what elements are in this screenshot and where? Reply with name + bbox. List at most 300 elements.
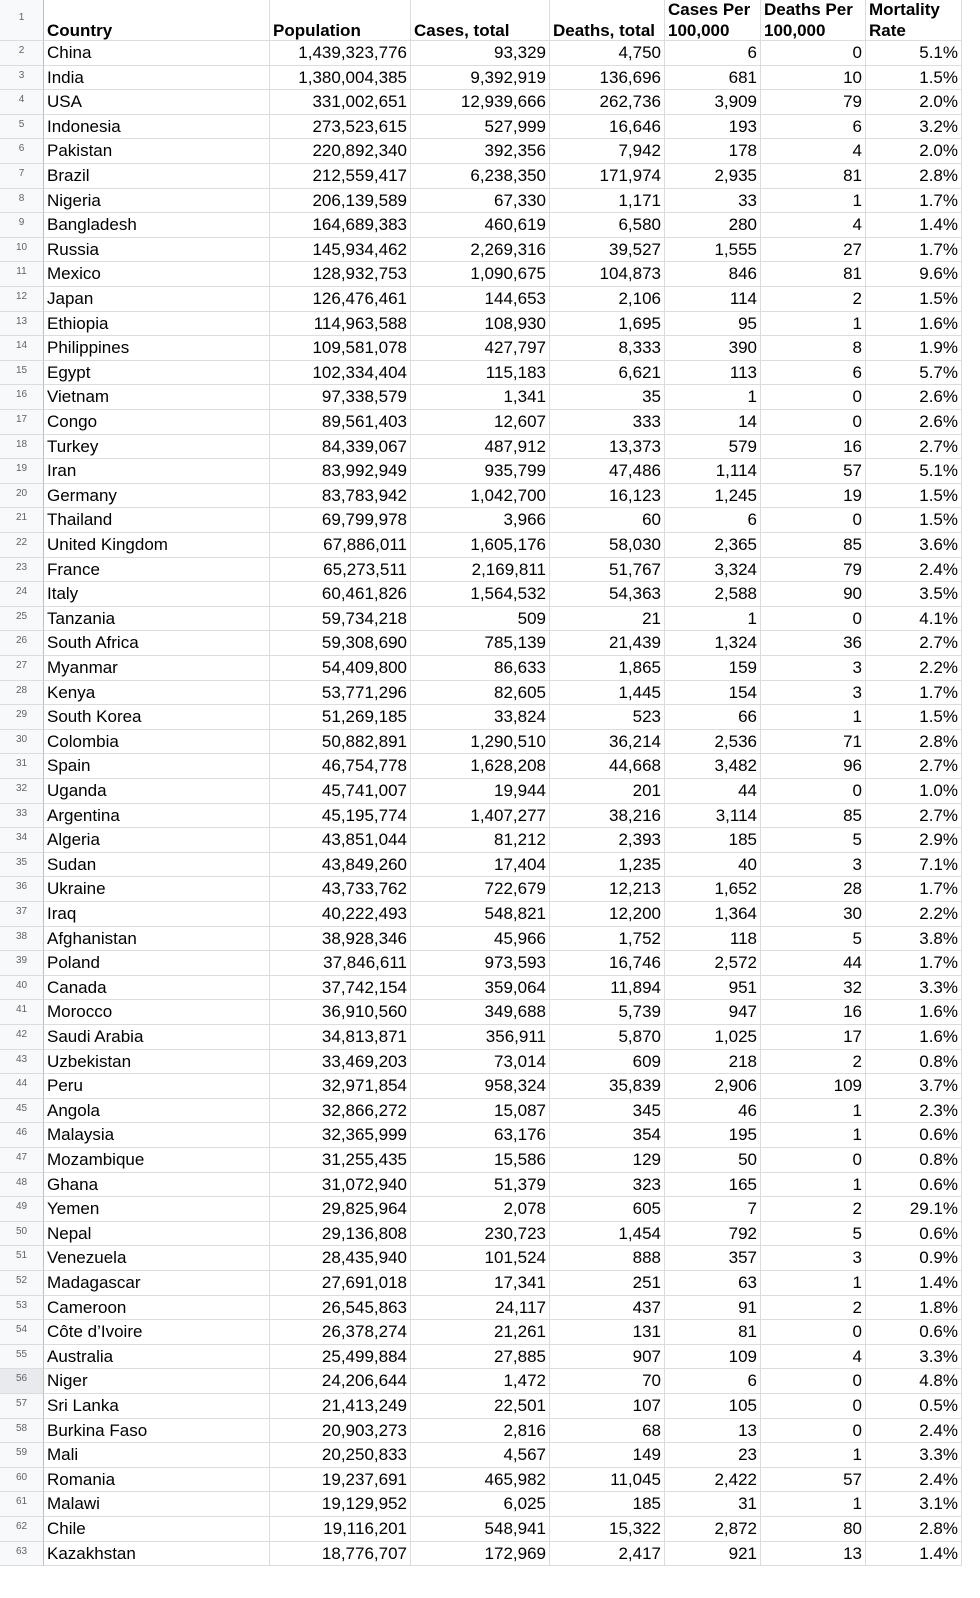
table-cell[interactable]: 958,324 (411, 1074, 550, 1099)
table-cell[interactable]: 2,588 (665, 582, 761, 607)
table-cell[interactable]: 1,564,532 (411, 582, 550, 607)
table-cell[interactable]: 548,821 (411, 902, 550, 927)
table-cell[interactable]: 80 (761, 1517, 866, 1542)
table-cell[interactable]: Algeria (44, 828, 270, 853)
table-cell[interactable]: 145,934,462 (270, 238, 411, 263)
row-number[interactable]: 37 (0, 902, 44, 927)
row-number[interactable]: 41 (0, 1000, 44, 1025)
table-cell[interactable]: 1.5% (866, 508, 962, 533)
table-cell[interactable]: 21 (550, 607, 665, 632)
table-cell[interactable]: 1,090,675 (411, 262, 550, 287)
row-number[interactable]: 3 (0, 66, 44, 91)
table-cell[interactable]: Nepal (44, 1222, 270, 1247)
table-cell[interactable]: Poland (44, 951, 270, 976)
table-cell[interactable]: 81 (761, 164, 866, 189)
table-cell[interactable]: 509 (411, 607, 550, 632)
table-cell[interactable]: 11,045 (550, 1468, 665, 1493)
table-cell[interactable]: Venezuela (44, 1246, 270, 1271)
table-cell[interactable]: 1.4% (866, 213, 962, 238)
table-cell[interactable]: 201 (550, 779, 665, 804)
table-cell[interactable]: Philippines (44, 336, 270, 361)
table-cell[interactable]: 128,932,753 (270, 262, 411, 287)
table-cell[interactable]: 3.3% (866, 1443, 962, 1468)
row-number[interactable]: 13 (0, 312, 44, 337)
table-cell[interactable]: 16,123 (550, 484, 665, 509)
table-cell[interactable]: 104,873 (550, 262, 665, 287)
table-cell[interactable]: 0 (761, 607, 866, 632)
table-cell[interactable]: 1,171 (550, 189, 665, 214)
table-cell[interactable]: 2.8% (866, 1517, 962, 1542)
table-cell[interactable]: 19,129,952 (270, 1492, 411, 1517)
table-cell[interactable]: 5 (761, 927, 866, 952)
table-cell[interactable]: 37,742,154 (270, 976, 411, 1001)
table-cell[interactable]: 84,339,067 (270, 435, 411, 460)
table-cell[interactable]: 26,545,863 (270, 1296, 411, 1321)
table-cell[interactable]: France (44, 558, 270, 583)
table-cell[interactable]: Pakistan (44, 139, 270, 164)
table-cell[interactable]: 12,213 (550, 877, 665, 902)
table-cell[interactable]: 2.8% (866, 730, 962, 755)
table-cell[interactable]: 28 (761, 877, 866, 902)
table-cell[interactable]: 1,472 (411, 1369, 550, 1394)
table-cell[interactable]: 2.7% (866, 754, 962, 779)
table-cell[interactable]: 2.0% (866, 90, 962, 115)
table-cell[interactable]: 3.8% (866, 927, 962, 952)
table-cell[interactable]: 2.7% (866, 631, 962, 656)
table-cell[interactable]: 1 (761, 705, 866, 730)
table-cell[interactable]: 113 (665, 361, 761, 386)
table-cell[interactable]: 114,963,588 (270, 312, 411, 337)
table-cell[interactable]: 605 (550, 1197, 665, 1222)
table-cell[interactable]: 29,825,964 (270, 1197, 411, 1222)
table-cell[interactable]: 68 (550, 1419, 665, 1444)
table-cell[interactable]: 1.5% (866, 66, 962, 91)
row-number[interactable]: 39 (0, 951, 44, 976)
row-number[interactable]: 32 (0, 779, 44, 804)
table-cell[interactable]: 19,237,691 (270, 1468, 411, 1493)
table-cell[interactable]: 1.5% (866, 287, 962, 312)
row-number[interactable]: 22 (0, 533, 44, 558)
table-cell[interactable]: 2,393 (550, 828, 665, 853)
table-cell[interactable]: 1 (761, 1123, 866, 1148)
table-cell[interactable]: 3 (761, 853, 866, 878)
table-cell[interactable]: 35 (550, 385, 665, 410)
table-cell[interactable]: Madagascar (44, 1271, 270, 1296)
table-cell[interactable]: 1,695 (550, 312, 665, 337)
table-cell[interactable]: 792 (665, 1222, 761, 1247)
row-number[interactable]: 28 (0, 681, 44, 706)
table-cell[interactable]: 57 (761, 1468, 866, 1493)
table-cell[interactable]: 31,072,940 (270, 1173, 411, 1198)
table-cell[interactable]: 3,114 (665, 804, 761, 829)
table-cell[interactable]: 2.4% (866, 558, 962, 583)
table-cell[interactable]: 359,064 (411, 976, 550, 1001)
table-cell[interactable]: 2.3% (866, 1099, 962, 1124)
table-cell[interactable]: 354 (550, 1123, 665, 1148)
table-cell[interactable]: 3.7% (866, 1074, 962, 1099)
table-cell[interactable]: 69,799,978 (270, 508, 411, 533)
table-cell[interactable]: 18,776,707 (270, 1542, 411, 1567)
row-number[interactable]: 43 (0, 1050, 44, 1075)
table-cell[interactable]: 4 (761, 139, 866, 164)
column-header[interactable]: Cases, total (411, 0, 550, 41)
table-cell[interactable]: 86,633 (411, 656, 550, 681)
table-cell[interactable]: 29.1% (866, 1197, 962, 1222)
table-cell[interactable]: 1.7% (866, 681, 962, 706)
table-cell[interactable]: 63 (665, 1271, 761, 1296)
table-cell[interactable]: 1.7% (866, 238, 962, 263)
table-cell[interactable]: 0.6% (866, 1222, 962, 1247)
row-number[interactable]: 57 (0, 1394, 44, 1419)
table-cell[interactable]: 34,813,871 (270, 1025, 411, 1050)
table-cell[interactable]: 345 (550, 1099, 665, 1124)
table-cell[interactable]: 6 (665, 508, 761, 533)
row-number[interactable]: 50 (0, 1222, 44, 1247)
table-cell[interactable]: 2,365 (665, 533, 761, 558)
table-cell[interactable]: 1 (761, 1443, 866, 1468)
table-cell[interactable]: 81,212 (411, 828, 550, 853)
table-cell[interactable]: 5,739 (550, 1000, 665, 1025)
table-cell[interactable]: 67,886,011 (270, 533, 411, 558)
table-cell[interactable]: 154 (665, 681, 761, 706)
table-cell[interactable]: 2,872 (665, 1517, 761, 1542)
row-number[interactable]: 36 (0, 877, 44, 902)
table-cell[interactable]: 32,866,272 (270, 1099, 411, 1124)
table-cell[interactable]: Argentina (44, 804, 270, 829)
table-cell[interactable]: 2,906 (665, 1074, 761, 1099)
table-cell[interactable]: 13,373 (550, 435, 665, 460)
table-cell[interactable]: 1 (761, 189, 866, 214)
table-cell[interactable]: 115,183 (411, 361, 550, 386)
row-number[interactable]: 8 (0, 189, 44, 214)
table-cell[interactable]: 83,992,949 (270, 459, 411, 484)
table-cell[interactable]: 1.6% (866, 312, 962, 337)
table-cell[interactable]: Afghanistan (44, 927, 270, 952)
table-cell[interactable]: 2.4% (866, 1468, 962, 1493)
table-cell[interactable]: 206,139,589 (270, 189, 411, 214)
table-cell[interactable]: Colombia (44, 730, 270, 755)
table-cell[interactable]: 109,581,078 (270, 336, 411, 361)
table-cell[interactable]: 1.6% (866, 1000, 962, 1025)
row-number[interactable]: 14 (0, 336, 44, 361)
table-cell[interactable]: 0.6% (866, 1173, 962, 1198)
table-cell[interactable]: Ukraine (44, 877, 270, 902)
table-cell[interactable]: 2 (761, 287, 866, 312)
table-cell[interactable]: 31,255,435 (270, 1148, 411, 1173)
row-number[interactable]: 27 (0, 656, 44, 681)
table-cell[interactable]: 27,691,018 (270, 1271, 411, 1296)
row-number[interactable]: 35 (0, 853, 44, 878)
table-cell[interactable]: 785,139 (411, 631, 550, 656)
table-cell[interactable]: 951 (665, 976, 761, 1001)
table-cell[interactable]: Kenya (44, 681, 270, 706)
table-cell[interactable]: 37,846,611 (270, 951, 411, 976)
row-number[interactable]: 6 (0, 139, 44, 164)
row-number[interactable]: 63 (0, 1542, 44, 1567)
table-cell[interactable]: 0 (761, 41, 866, 66)
table-cell[interactable]: 85 (761, 804, 866, 829)
table-cell[interactable]: 46,754,778 (270, 754, 411, 779)
table-cell[interactable]: Cameroon (44, 1296, 270, 1321)
table-cell[interactable]: 1,865 (550, 656, 665, 681)
table-cell[interactable]: 59,308,690 (270, 631, 411, 656)
row-number[interactable]: 5 (0, 115, 44, 140)
table-cell[interactable]: 323 (550, 1173, 665, 1198)
table-cell[interactable]: 73,014 (411, 1050, 550, 1075)
table-cell[interactable]: Thailand (44, 508, 270, 533)
table-cell[interactable]: 43,851,044 (270, 828, 411, 853)
table-cell[interactable]: 15,586 (411, 1148, 550, 1173)
table-cell[interactable]: 25,499,884 (270, 1345, 411, 1370)
table-cell[interactable]: 71 (761, 730, 866, 755)
table-cell[interactable]: Mali (44, 1443, 270, 1468)
table-cell[interactable]: 0 (761, 779, 866, 804)
column-header[interactable]: Mortality Rate (866, 0, 962, 41)
table-cell[interactable]: 2.4% (866, 1419, 962, 1444)
table-cell[interactable]: 2.2% (866, 902, 962, 927)
table-cell[interactable]: 45,195,774 (270, 804, 411, 829)
table-cell[interactable]: 129 (550, 1148, 665, 1173)
table-cell[interactable]: 1,025 (665, 1025, 761, 1050)
table-cell[interactable]: 12,607 (411, 410, 550, 435)
row-number[interactable]: 58 (0, 1419, 44, 1444)
table-cell[interactable]: 45,966 (411, 927, 550, 952)
row-number[interactable]: 49 (0, 1197, 44, 1222)
table-cell[interactable]: Spain (44, 754, 270, 779)
table-cell[interactable]: Malawi (44, 1492, 270, 1517)
table-cell[interactable]: Indonesia (44, 115, 270, 140)
table-cell[interactable]: 5 (761, 828, 866, 853)
table-cell[interactable]: 1.5% (866, 484, 962, 509)
table-cell[interactable]: 51,379 (411, 1173, 550, 1198)
table-cell[interactable]: 13 (761, 1542, 866, 1567)
table-cell[interactable]: 81 (761, 262, 866, 287)
table-cell[interactable]: 921 (665, 1542, 761, 1567)
table-cell[interactable]: 1,628,208 (411, 754, 550, 779)
table-cell[interactable]: 171,974 (550, 164, 665, 189)
row-number[interactable]: 15 (0, 361, 44, 386)
table-cell[interactable]: Morocco (44, 1000, 270, 1025)
table-cell[interactable]: 0 (761, 1419, 866, 1444)
row-number[interactable]: 30 (0, 730, 44, 755)
table-cell[interactable]: 888 (550, 1246, 665, 1271)
table-cell[interactable]: 65,273,511 (270, 558, 411, 583)
table-cell[interactable]: 36,214 (550, 730, 665, 755)
table-cell[interactable]: 126,476,461 (270, 287, 411, 312)
column-header[interactable]: Cases Per 100,000 (665, 0, 761, 41)
table-cell[interactable]: 6,621 (550, 361, 665, 386)
table-cell[interactable]: 40,222,493 (270, 902, 411, 927)
table-cell[interactable]: 20,903,273 (270, 1419, 411, 1444)
table-cell[interactable]: 8 (761, 336, 866, 361)
table-cell[interactable]: 437 (550, 1296, 665, 1321)
table-cell[interactable]: 357 (665, 1246, 761, 1271)
table-cell[interactable]: 2,106 (550, 287, 665, 312)
table-cell[interactable]: 185 (550, 1492, 665, 1517)
table-cell[interactable]: 3.5% (866, 582, 962, 607)
table-cell[interactable]: 1,555 (665, 238, 761, 263)
table-cell[interactable]: 32,971,854 (270, 1074, 411, 1099)
table-cell[interactable]: 17,404 (411, 853, 550, 878)
table-cell[interactable]: 9,392,919 (411, 66, 550, 91)
table-cell[interactable]: 79 (761, 558, 866, 583)
table-cell[interactable]: 24,206,644 (270, 1369, 411, 1394)
row-number[interactable]: 7 (0, 164, 44, 189)
table-cell[interactable]: 3 (761, 1246, 866, 1271)
table-cell[interactable]: 1,245 (665, 484, 761, 509)
table-cell[interactable]: 33 (665, 189, 761, 214)
table-cell[interactable]: 164,689,383 (270, 213, 411, 238)
table-cell[interactable]: 2,816 (411, 1419, 550, 1444)
table-cell[interactable]: 1 (761, 1099, 866, 1124)
table-cell[interactable]: 6 (761, 361, 866, 386)
table-cell[interactable]: 460,619 (411, 213, 550, 238)
table-cell[interactable]: 907 (550, 1345, 665, 1370)
table-cell[interactable]: 392,356 (411, 139, 550, 164)
table-cell[interactable]: 1,380,004,385 (270, 66, 411, 91)
table-cell[interactable]: 6,580 (550, 213, 665, 238)
table-cell[interactable]: 1 (761, 1173, 866, 1198)
row-number[interactable]: 60 (0, 1468, 44, 1493)
table-cell[interactable]: 1,042,700 (411, 484, 550, 509)
table-cell[interactable]: 107 (550, 1394, 665, 1419)
table-cell[interactable]: 43,849,260 (270, 853, 411, 878)
table-cell[interactable]: USA (44, 90, 270, 115)
table-cell[interactable]: 105 (665, 1394, 761, 1419)
table-cell[interactable]: Canada (44, 976, 270, 1001)
table-cell[interactable]: 33,824 (411, 705, 550, 730)
table-cell[interactable]: 1,235 (550, 853, 665, 878)
table-cell[interactable]: 35,839 (550, 1074, 665, 1099)
table-cell[interactable]: 20,250,833 (270, 1443, 411, 1468)
table-cell[interactable]: 136,696 (550, 66, 665, 91)
table-cell[interactable]: 165 (665, 1173, 761, 1198)
table-cell[interactable]: 6,238,350 (411, 164, 550, 189)
table-cell[interactable]: 3 (761, 681, 866, 706)
row-number[interactable]: 45 (0, 1099, 44, 1124)
table-cell[interactable]: 21,261 (411, 1320, 550, 1345)
row-number[interactable]: 59 (0, 1443, 44, 1468)
table-cell[interactable]: Romania (44, 1468, 270, 1493)
table-cell[interactable]: 93,329 (411, 41, 550, 66)
table-cell[interactable]: 60,461,826 (270, 582, 411, 607)
table-cell[interactable]: 7 (665, 1197, 761, 1222)
table-cell[interactable]: Turkey (44, 435, 270, 460)
table-cell[interactable]: 44,668 (550, 754, 665, 779)
table-cell[interactable]: 47,486 (550, 459, 665, 484)
table-cell[interactable]: 95 (665, 312, 761, 337)
row-number[interactable]: 56 (0, 1369, 44, 1394)
table-cell[interactable]: 39,527 (550, 238, 665, 263)
table-cell[interactable]: 13 (665, 1419, 761, 1444)
table-cell[interactable]: Nigeria (44, 189, 270, 214)
table-cell[interactable]: Uzbekistan (44, 1050, 270, 1075)
table-cell[interactable]: 51,269,185 (270, 705, 411, 730)
table-cell[interactable]: 3.2% (866, 115, 962, 140)
table-cell[interactable]: 85 (761, 533, 866, 558)
table-cell[interactable]: 21,439 (550, 631, 665, 656)
row-number[interactable]: 34 (0, 828, 44, 853)
table-cell[interactable]: 4.1% (866, 607, 962, 632)
table-cell[interactable]: 10 (761, 66, 866, 91)
row-number[interactable]: 55 (0, 1345, 44, 1370)
table-cell[interactable]: 1.7% (866, 877, 962, 902)
table-cell[interactable]: 195 (665, 1123, 761, 1148)
table-cell[interactable]: 15,322 (550, 1517, 665, 1542)
row-number[interactable]: 33 (0, 804, 44, 829)
table-cell[interactable]: 2,078 (411, 1197, 550, 1222)
table-cell[interactable]: 1 (665, 385, 761, 410)
table-cell[interactable]: 1,364 (665, 902, 761, 927)
table-cell[interactable]: 1,652 (665, 877, 761, 902)
table-cell[interactable]: 185 (665, 828, 761, 853)
table-cell[interactable]: 24,117 (411, 1296, 550, 1321)
table-cell[interactable]: 2,417 (550, 1542, 665, 1567)
table-cell[interactable]: Côte d’Ivoire (44, 1320, 270, 1345)
table-cell[interactable]: 8,333 (550, 336, 665, 361)
table-cell[interactable]: 109 (761, 1074, 866, 1099)
row-number[interactable]: 10 (0, 238, 44, 263)
table-cell[interactable]: 681 (665, 66, 761, 91)
table-cell[interactable]: 53,771,296 (270, 681, 411, 706)
table-cell[interactable]: 2,935 (665, 164, 761, 189)
table-cell[interactable]: 4 (761, 213, 866, 238)
table-cell[interactable]: Germany (44, 484, 270, 509)
table-cell[interactable]: 12,200 (550, 902, 665, 927)
table-cell[interactable]: Mozambique (44, 1148, 270, 1173)
table-cell[interactable]: 3,966 (411, 508, 550, 533)
table-cell[interactable]: 149 (550, 1443, 665, 1468)
table-cell[interactable]: 51,767 (550, 558, 665, 583)
table-cell[interactable]: Tanzania (44, 607, 270, 632)
table-cell[interactable]: 90 (761, 582, 866, 607)
row-number[interactable]: 42 (0, 1025, 44, 1050)
table-cell[interactable]: 159 (665, 656, 761, 681)
table-cell[interactable]: 3,482 (665, 754, 761, 779)
table-cell[interactable]: 465,982 (411, 1468, 550, 1493)
table-cell[interactable]: 333 (550, 410, 665, 435)
table-cell[interactable]: 11,894 (550, 976, 665, 1001)
row-number[interactable]: 29 (0, 705, 44, 730)
table-cell[interactable]: 58,030 (550, 533, 665, 558)
table-cell[interactable]: South Africa (44, 631, 270, 656)
table-cell[interactable]: 2,572 (665, 951, 761, 976)
table-cell[interactable]: 846 (665, 262, 761, 287)
table-cell[interactable]: 50 (665, 1148, 761, 1173)
table-cell[interactable]: 17,341 (411, 1271, 550, 1296)
table-cell[interactable]: 54,363 (550, 582, 665, 607)
table-cell[interactable]: Myanmar (44, 656, 270, 681)
table-cell[interactable]: 5,870 (550, 1025, 665, 1050)
table-cell[interactable]: 349,688 (411, 1000, 550, 1025)
row-number[interactable]: 25 (0, 607, 44, 632)
table-cell[interactable]: United Kingdom (44, 533, 270, 558)
table-cell[interactable]: 67,330 (411, 189, 550, 214)
table-cell[interactable]: 91 (665, 1296, 761, 1321)
table-cell[interactable]: 178 (665, 139, 761, 164)
table-cell[interactable]: 70 (550, 1369, 665, 1394)
table-cell[interactable]: 29,136,808 (270, 1222, 411, 1247)
table-cell[interactable]: 28,435,940 (270, 1246, 411, 1271)
row-number[interactable]: 19 (0, 459, 44, 484)
table-cell[interactable]: 973,593 (411, 951, 550, 976)
table-cell[interactable]: 5.1% (866, 41, 962, 66)
table-cell[interactable]: Iran (44, 459, 270, 484)
table-cell[interactable]: Italy (44, 582, 270, 607)
table-cell[interactable]: 0 (761, 410, 866, 435)
table-cell[interactable]: 722,679 (411, 877, 550, 902)
row-number[interactable]: 62 (0, 1517, 44, 1542)
